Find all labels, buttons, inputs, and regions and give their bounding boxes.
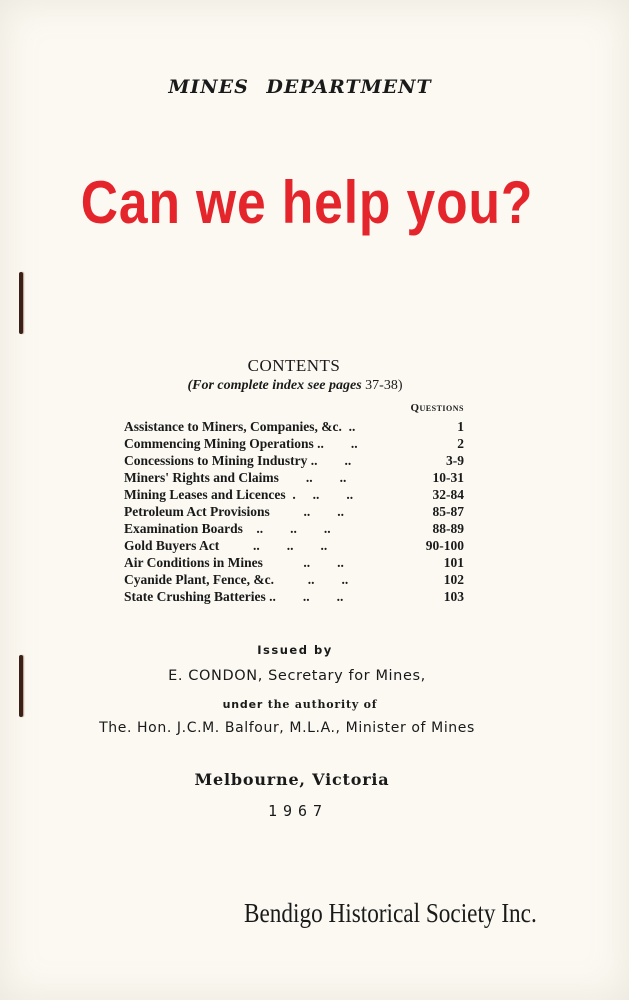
contents-subtitle-pages: 37-38) <box>365 378 403 393</box>
contents-row-label: State Crushing Batteries <box>124 589 266 604</box>
contents-row <box>124 572 464 589</box>
contents-row-label: Miners' Rights and Claims <box>124 470 279 485</box>
contents-row-leader: .. .. <box>313 436 358 451</box>
contents-subtitle <box>0 378 590 394</box>
contents-row-leader: .. .. .. <box>242 521 331 536</box>
contents-row-leader: .. .. <box>278 470 347 485</box>
contents-row <box>124 436 464 453</box>
contents-row-number: 85-87 <box>432 504 464 519</box>
contents-row-leader: . .. .. <box>285 487 354 502</box>
contents-row <box>124 453 464 470</box>
contents-row <box>124 521 464 538</box>
contents-row <box>124 487 464 504</box>
contents-table <box>124 402 464 606</box>
contents-row <box>124 504 464 521</box>
contents-row-label: Commencing Mining Operations <box>124 436 314 451</box>
contents-row-number: 90-100 <box>425 538 464 553</box>
contents-row-leader: .. .. <box>273 572 349 587</box>
contents-subtitle-italic: (For complete index see pages <box>187 378 362 393</box>
contents-row-label: Assistance to Miners, Companies, &c. <box>124 419 342 434</box>
society-stamp: Bendigo Historical Society Inc. <box>244 898 537 928</box>
contents-row-number: 101 <box>443 555 464 570</box>
contents-row-leader: .. .. <box>269 504 344 519</box>
contents-row-number: 2 <box>457 436 464 451</box>
contents-row-label: Petroleum Act Provisions <box>124 504 270 519</box>
contents-row-number: 88-89 <box>432 521 464 536</box>
issued-by-label: Issued by <box>257 643 333 657</box>
year-line: 1967 <box>267 802 329 820</box>
cover-headline: Can we help you? <box>80 169 534 236</box>
questions-header: Questions <box>410 402 464 414</box>
contents-row <box>124 419 464 436</box>
contents-row-number: 10-31 <box>432 470 464 485</box>
contents-title: CONTENTS <box>247 356 341 375</box>
contents-row-leader: .. <box>341 419 356 434</box>
contents-row <box>124 538 464 555</box>
contents-row <box>124 470 464 487</box>
secretary-line: E. CONDON, Secretary for Mines, <box>168 668 426 684</box>
contents-row-number: 32-84 <box>432 487 464 502</box>
contents-row-number: 3-9 <box>446 453 464 468</box>
contents-row-label: Examination Boards <box>124 521 243 536</box>
contents-rows <box>124 419 464 606</box>
authority-bold: the authority of <box>267 698 378 711</box>
contents-row-leader: .. .. <box>307 453 352 468</box>
contents-row-leader: .. .. <box>262 555 344 570</box>
contents-row-number: 1 <box>457 419 464 434</box>
contents-row-label: Mining Leases and Licences <box>124 487 286 502</box>
contents-row <box>124 589 464 606</box>
place-line: Melbourne, Victoria <box>194 770 390 789</box>
staple-top <box>19 272 23 334</box>
contents-row-label: Gold Buyers Act <box>124 538 220 553</box>
contents-row-label: Concessions to Mining Industry <box>124 453 308 468</box>
contents-row <box>124 555 464 572</box>
authority-prefix: under <box>222 698 264 711</box>
contents-row-label: Air Conditions in Mines <box>124 555 263 570</box>
contents-row-label: Cyanide Plant, Fence, &c. <box>124 572 274 587</box>
contents-row-leader: .. .. .. <box>265 589 344 604</box>
contents-row-number: 102 <box>443 572 464 587</box>
department-heading: MINES DEPARTMENT <box>168 76 432 98</box>
contents-row-number: 103 <box>443 589 464 604</box>
contents-row-leader: .. .. .. <box>219 538 328 553</box>
authority-line <box>0 698 600 711</box>
minister-line: The. Hon. J.C.M. Balfour, M.L.A., Minister of Mines <box>99 720 475 736</box>
